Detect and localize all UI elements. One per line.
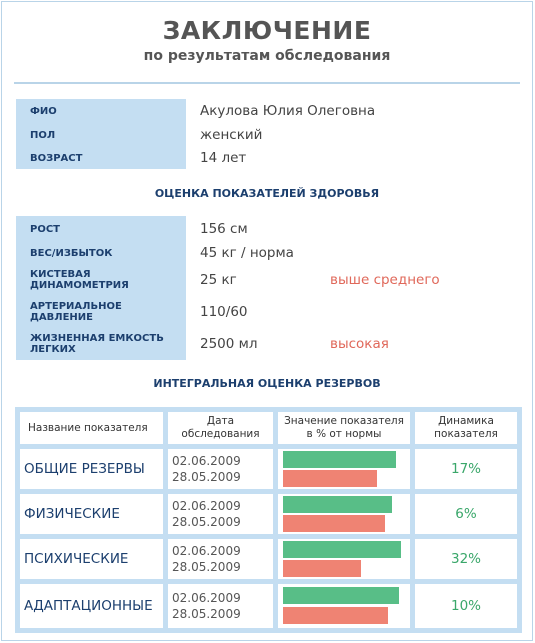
info-label-dynamometry: КИСТЕВАЯ ДИНАМОМЕТРИЯ — [16, 264, 186, 296]
bar-previous — [283, 515, 385, 532]
row-value-bars — [278, 494, 410, 534]
info-row — [16, 99, 516, 123]
row-date-current: 02.06.2009 — [172, 591, 241, 605]
row-dynamics: 32% — [415, 539, 517, 579]
info-label-pressure: АРТЕРИАЛЬНОЕ ДАВЛЕНИЕ — [16, 296, 186, 328]
row-dates — [168, 539, 273, 579]
bar-previous — [283, 470, 377, 487]
report-title: ЗАКЛЮЧЕНИЕ — [162, 16, 372, 45]
row-name: ОБЩИЕ РЕЗЕРВЫ — [20, 449, 163, 489]
bar-previous — [283, 560, 361, 577]
info-value-height: 156 см — [200, 221, 248, 237]
info-label-age: ВОЗРАСТ — [16, 147, 186, 169]
info-value-lung-capacity: 2500 мл — [200, 336, 258, 352]
row-date-current: 02.06.2009 — [172, 454, 241, 468]
divider — [14, 82, 520, 84]
row-date-current: 02.06.2009 — [172, 499, 241, 513]
bar-current — [283, 587, 399, 604]
row-date-previous: 28.05.2009 — [172, 607, 241, 621]
row-value-bars — [278, 449, 410, 489]
info-row — [16, 328, 516, 360]
row-date-previous: 28.05.2009 — [172, 560, 241, 574]
info-value-pressure: 110/60 — [200, 304, 248, 320]
header-date: Дата обследования — [168, 412, 273, 444]
header-dynamics: Динамика показателя — [415, 412, 517, 444]
row-name: ФИЗИЧЕСКИЕ — [20, 494, 163, 534]
info-value-dynamometry: 25 кг — [200, 272, 237, 288]
report-subtitle: по результатам обследования — [143, 48, 391, 64]
bar-current — [283, 541, 401, 558]
health-heading: ОЦЕНКА ПОКАЗАТЕЛЕЙ ЗДОРОВЬЯ — [154, 187, 380, 200]
info-label-weight: ВЕС/ИЗБЫТОК — [16, 242, 186, 264]
info-note-lung-capacity: высокая — [330, 336, 389, 352]
info-row — [16, 123, 516, 147]
row-date-previous: 28.05.2009 — [172, 470, 241, 484]
row-value-bars — [278, 584, 410, 628]
reserves-heading: ИНТЕГРАЛЬНАЯ ОЦЕНКА РЕЗЕРВОВ — [153, 377, 381, 390]
info-label-height: РОСТ — [16, 216, 186, 242]
info-label-name: ФИО — [16, 99, 186, 123]
bar-current — [283, 496, 392, 513]
row-dynamics: 10% — [415, 584, 517, 628]
info-row — [16, 296, 516, 328]
row-dates — [168, 449, 273, 489]
info-label-lung-capacity: ЖИЗНЕННАЯ ЕМКОСТЬ ЛЕГКИХ — [16, 328, 186, 360]
row-date-previous: 28.05.2009 — [172, 515, 241, 529]
row-dynamics: 6% — [415, 494, 517, 534]
header-value: Значение показателя в % от нормы — [278, 412, 410, 444]
header-name: Название показателя — [20, 412, 163, 444]
info-value-age: 14 лет — [200, 150, 247, 166]
info-value-sex: женский — [200, 127, 263, 143]
reserves-table — [15, 407, 522, 633]
report-page — [1, 1, 533, 641]
info-value-name: Акулова Юлия Олеговна — [200, 103, 376, 119]
row-name: ПСИХИЧЕСКИЕ — [20, 539, 163, 579]
info-row — [16, 242, 516, 264]
row-dates — [168, 584, 273, 628]
info-label-sex: ПОЛ — [16, 123, 186, 147]
info-row — [16, 147, 516, 169]
info-note-dynamometry: выше среднего — [330, 272, 440, 288]
row-dates — [168, 494, 273, 534]
row-name: АДАПТАЦИОННЫЕ — [20, 584, 163, 628]
bar-current — [283, 451, 396, 468]
bar-previous — [283, 607, 388, 624]
row-value-bars — [278, 539, 410, 579]
info-row — [16, 216, 516, 242]
info-value-weight: 45 кг / норма — [200, 245, 294, 261]
row-date-current: 02.06.2009 — [172, 544, 241, 558]
info-row — [16, 264, 516, 296]
row-dynamics: 17% — [415, 449, 517, 489]
